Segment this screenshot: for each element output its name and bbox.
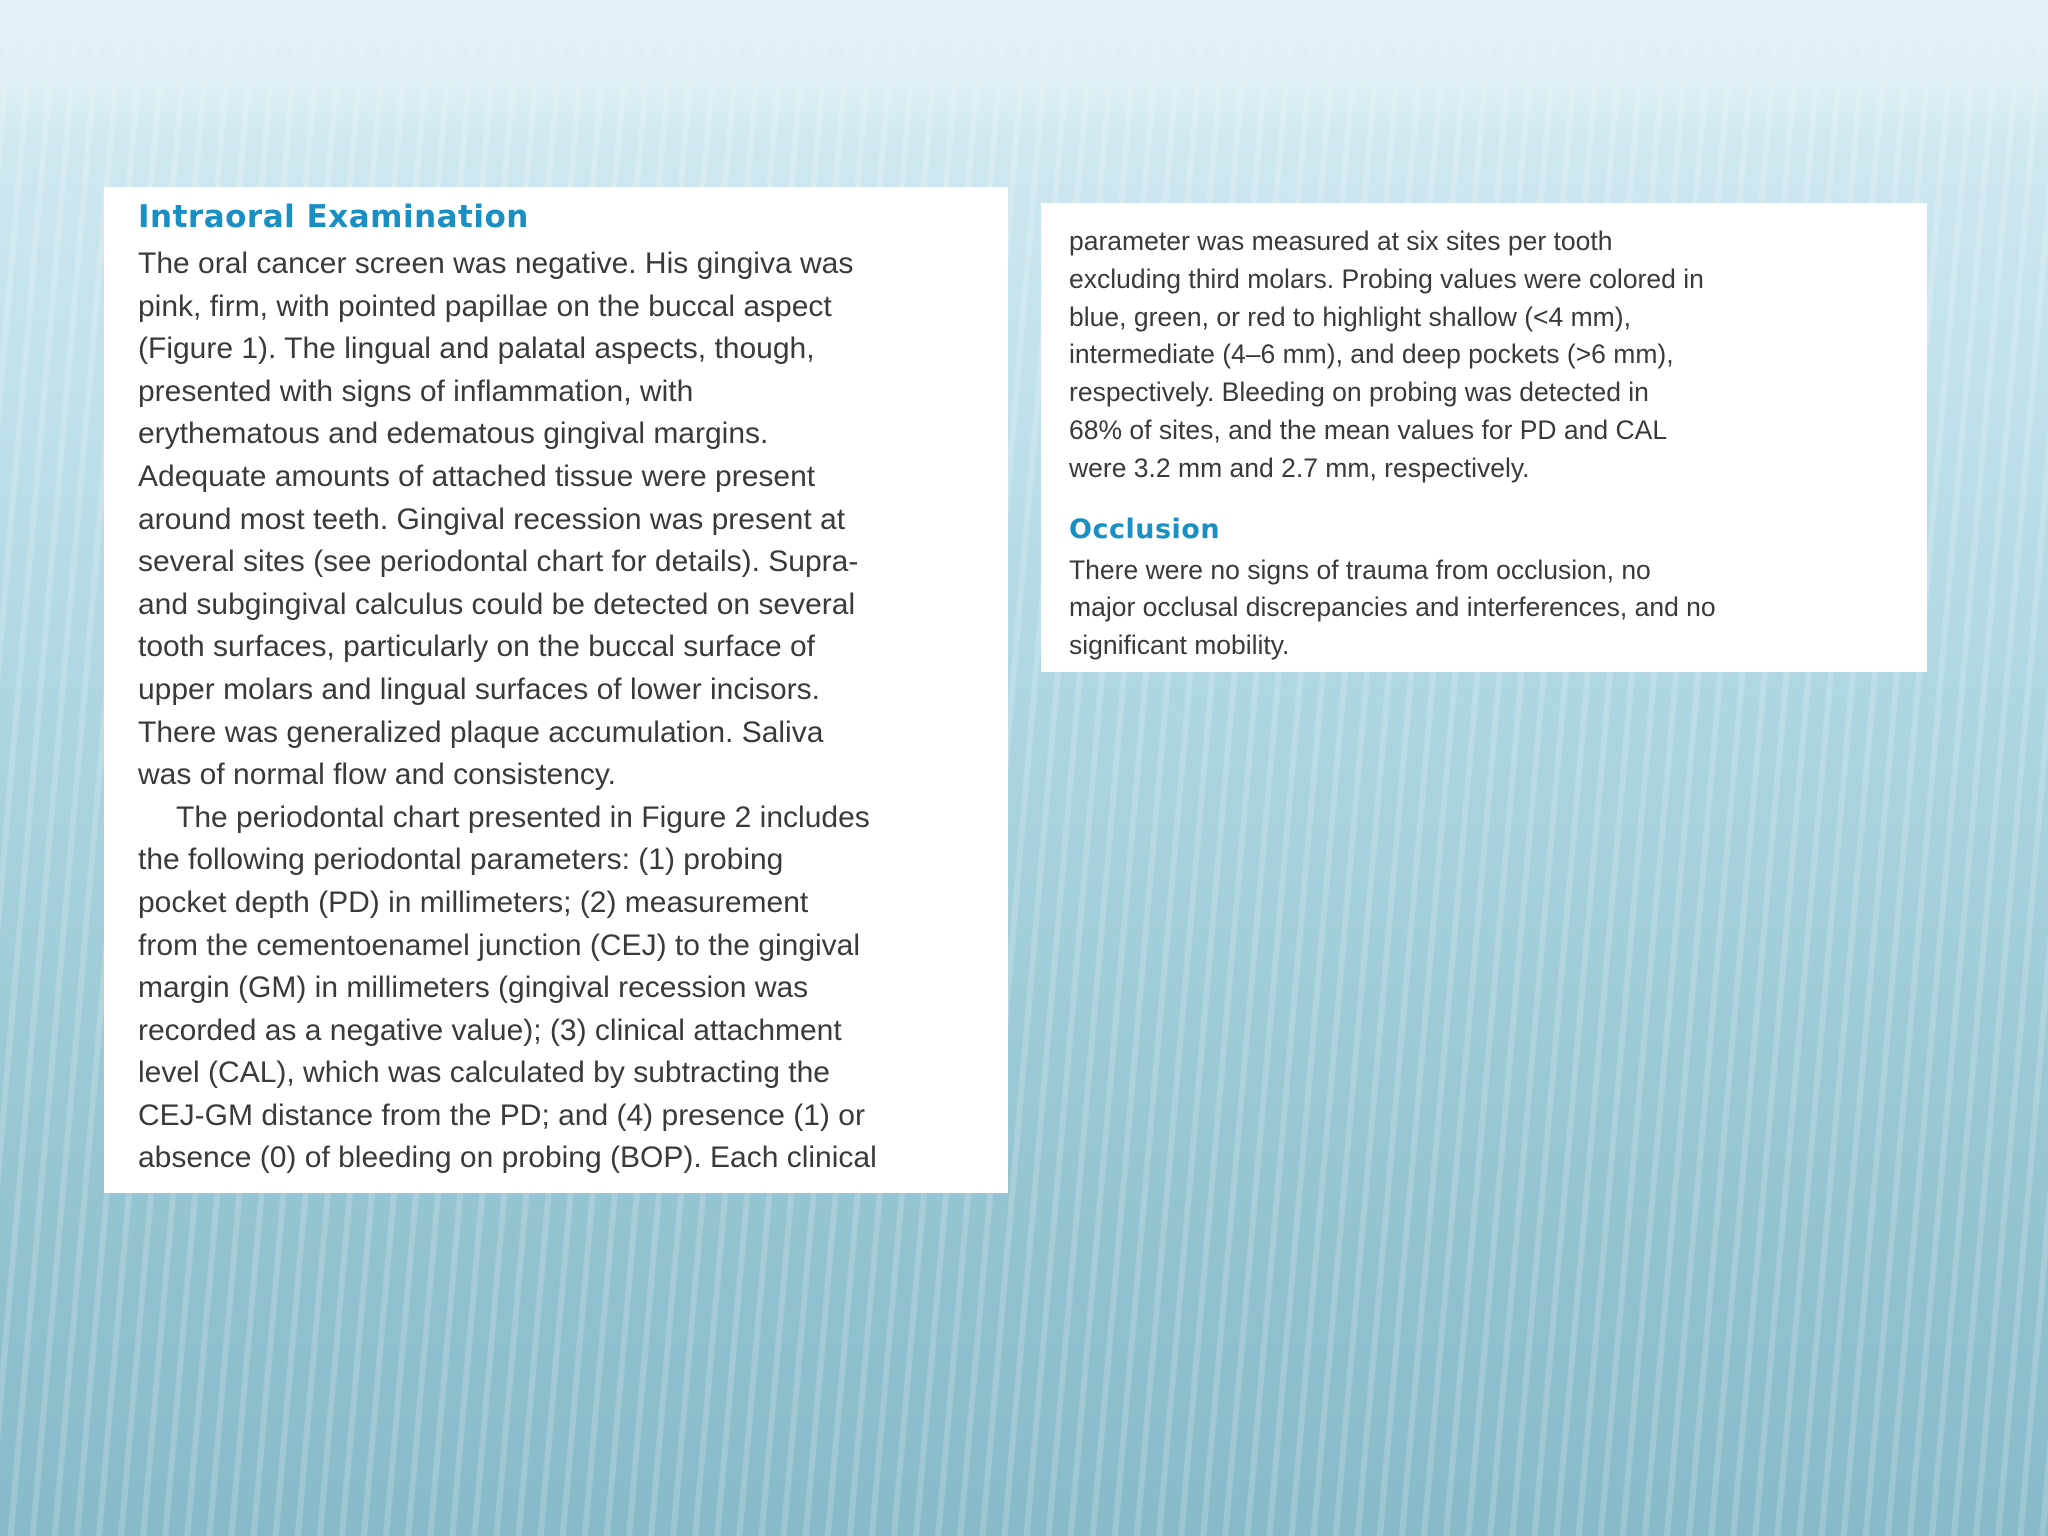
periodontal-chart-continued-paragraph: parameter was measured at six sites per tooth excluding third molars. Probing values were colored in blue, green, or red to highlight shallow (<4 mm), intermediate (4–6 mm), and deep pockets (>6 mm), respectively. Bleeding on probing was detected in 68% of sites, and the mean values for PD and CAL were 3.2 mm and 2.7 mm, respectively.	[1069, 226, 1704, 483]
occlusion-panel	[1041, 203, 1927, 672]
background-top-fade	[0, 0, 2048, 130]
occlusion-heading: Occlusion	[1069, 513, 1221, 545]
periodontal-chart-paragraph: The periodontal chart presented in Figure 2 includes the following periodontal parameters: (1) probing pocket depth (PD) in millimeters; (2) measurement from the cementoenamel junction (CEJ) to the gingival margin (GM) in millimeters (gingival recession was recorded as a negative value); (3) clinical attachment level (CAL), which was calculated by subtracting the CEJ-GM distance from the PD; and (4) presence (1) or absence (0) of bleeding on probing (BOP). Each clinical	[138, 800, 877, 1175]
intraoral-examination-panel	[104, 187, 1008, 1193]
intraoral-examination-paragraph: The oral cancer screen was negative. His gingiva was pink, firm, with pointed papillae on the buccal aspect (Figure 1). The lingual and palatal aspects, though, presented with signs of inflammation, with erythematous and edematous gingival margins. Adequate amounts of attached tissue were present around most teeth. Gingival recession was present at several sites (see periodontal chart for details). Supra- and subgingival calculus could be detected on several tooth surfaces, particularly on the buccal surface of upper molars and lingual surfaces of lower incisors. There was generalized plaque accumulation. Saliva was of normal flow and consistency.	[138, 247, 859, 792]
intraoral-examination-heading: Intraoral Examination	[138, 199, 529, 235]
occlusion-paragraph: There were no signs of trauma from occlusion, no major occlusal discrepancies and interferences, and no significant mobility.	[1069, 554, 1716, 661]
